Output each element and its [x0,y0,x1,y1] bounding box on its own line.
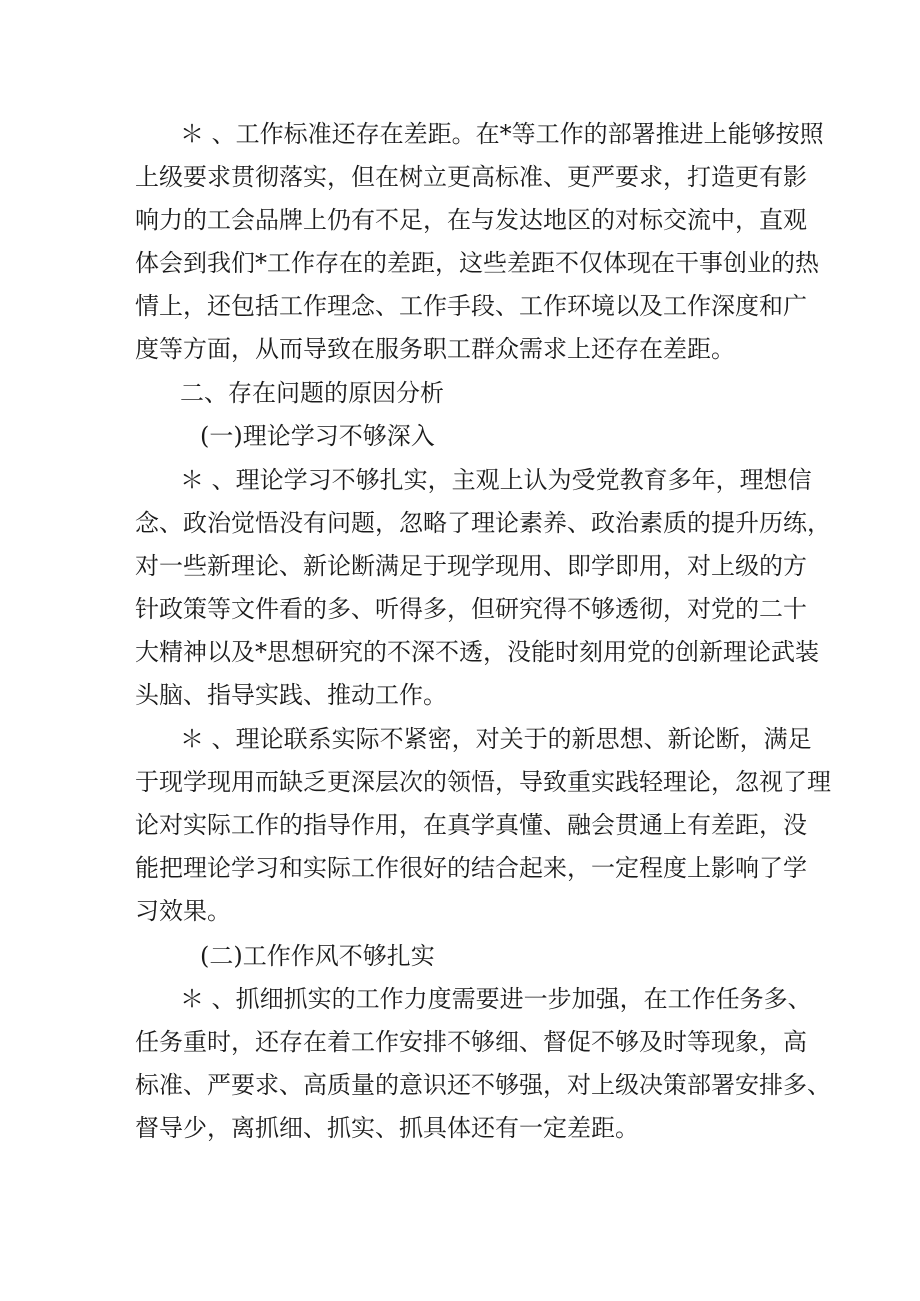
paragraph-line: ＊ 、抓细抓实的工作力度需要进一步加强，在工作任务多、 [180,985,812,1013]
paragraph-line: ＊ 、理论学习不够扎实，主观上认为受党教育多年，理想信 [180,466,812,494]
paragraph-line: 督导少，离抓细、抓实、抓具体还有一定差距。 [135,1114,639,1142]
paragraph-line: 念、政治觉悟没有问题，忽略了理论素养、政治素质的提升历练， [135,509,831,537]
paragraph-line: 情上，还包括工作理念、工作手段、工作环境以及工作深度和广 [135,292,807,320]
paragraph-line: 习效果。 [135,897,231,925]
subsection-heading: (二)工作作风不够扎实 [200,942,435,970]
paragraph-line: 大精神以及*思想研究的不深不透，没能时刻用党的创新理论武装 [135,638,819,666]
paragraph-line: 任务重时，还存在着工作安排不够细、督促不够及时等现象，高 [135,1028,807,1056]
paragraph-line: 标准、严要求、高质量的意识还不够强，对上级决策部署安排多、 [135,1071,831,1099]
paragraph-line: ＊ 、理论联系实际不紧密，对关于的新思想、新论断，满足 [180,725,812,753]
section-heading: 二、存在问题的原因分析 [180,379,444,407]
paragraph-line: 论对实际工作的指导作用，在真学真懂、融会贯通上有差距，没 [135,811,807,839]
paragraph-line: ＊ 、工作标准还存在差距。在*等工作的部署推进上能够按照 [180,120,824,148]
paragraph-line: 体会到我们*工作存在的差距，这些差距不仅体现在干事创业的热 [135,249,819,277]
paragraph-line: 针政策等文件看的多、听得多，但研究得不够透彻，对党的二十 [135,595,807,623]
paragraph-line: 于现学现用而缺乏更深层次的领悟，导致重实践轻理论，忽视了理 [135,768,831,796]
paragraph-line: 能把理论学习和实际工作很好的结合起来，一定程度上影响了学 [135,854,807,882]
paragraph-line: 头脑、指导实践、推动工作。 [135,681,447,709]
paragraph-line: 对一些新理论、新论断满足于现学现用、即学即用，对上级的方 [135,552,807,580]
subsection-heading: (一)理论学习不够深入 [200,422,435,450]
paragraph-line: 上级要求贯彻落实，但在树立更高标准、更严要求，打造更有影 [135,163,807,191]
paragraph-line: 响力的工会品牌上仍有不足，在与发达地区的对标交流中，直观 [135,206,807,234]
paragraph-line: 度等方面，从而导致在服务职工群众需求上还存在差距。 [135,335,735,363]
